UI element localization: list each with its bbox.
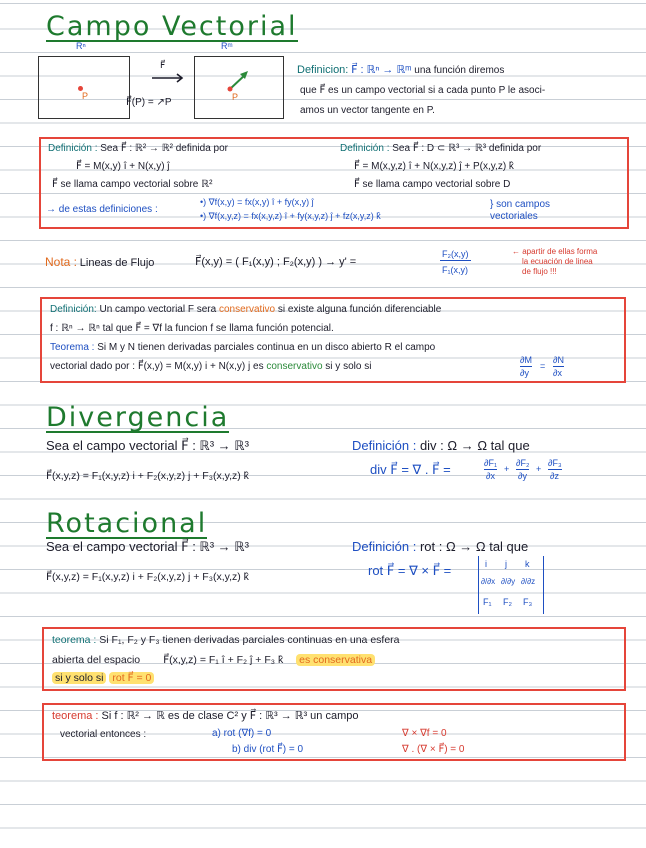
domain-label: Rⁿ — [76, 41, 86, 51]
det-r2-c1: ∂/∂x — [481, 577, 496, 586]
div-frac3-den: ∂z — [550, 471, 559, 481]
domain-box — [38, 56, 130, 119]
divergence-def-text: div : Ω → Ω tal que — [419, 438, 530, 453]
codomain-label: Rᵐ — [221, 41, 233, 51]
nota-text: Lineas de Flujo — [79, 257, 155, 269]
definition-text-3: amos un vector tangente en P. — [300, 105, 435, 116]
nota-side-note-1: ← apartir de ellas forma — [512, 247, 598, 256]
box1-right-line3: F⃗ se llama campo vectorial sobre D — [354, 179, 511, 190]
point-label-left: P — [82, 91, 89, 101]
det-r3-c2: F₂ — [503, 597, 512, 607]
box3-line2-a: abierta del espacio — [52, 654, 141, 666]
box3-line1: Si F₁, F₂ y F₃ tienen derivadas parciales continuas en una esfera — [99, 634, 400, 646]
box1-bottom-note: } son campos vectoriales — [490, 199, 551, 222]
box4-side-a: ∇ × ∇f = 0 — [402, 728, 447, 739]
div-frac2-num: ∂F₂ — [516, 458, 530, 468]
curl-title: Rotacional — [46, 508, 208, 539]
box3-line2-c: es conservativa — [296, 654, 375, 666]
box4-item-b: b) div (rot F⃗) = 0 — [232, 744, 304, 755]
box2-line4-c: si y solo si — [325, 361, 372, 372]
box2-line1-b: conservativo — [218, 304, 276, 315]
box2-line1-c: si existe alguna función diferenciable — [277, 304, 442, 315]
definition-heading: Definicion: — [297, 64, 349, 76]
divergence-line1: Sea el campo vectorial F⃗ : ℝ³ → ℝ³ — [46, 438, 249, 453]
definition-formula: F⃗ : ℝⁿ → ℝᵐ — [351, 64, 412, 76]
box1-left-line3: F⃗ se llama campo vectorial sobre ℝ² — [52, 179, 213, 190]
box1-right-line1: Sea F⃗ : D ⊂ ℝ³ → ℝ³ definida por — [392, 143, 542, 154]
divergence-line2: F⃗(x,y,z) = F₁(x,y,z) i + F₂(x,y,z) j + F₃(x,y,z) k̂ — [46, 470, 249, 482]
box1-bottom-item2: •) ∇f(x,y,z) = fx(x,y,z) î + fy(x,y,z) ĵ + fz(x,y,z) k̂ — [200, 211, 381, 221]
box2-frac-left-den: ∂y — [520, 368, 529, 378]
curl-def-text: rot : Ω → Ω tal que — [419, 539, 529, 554]
point-label-right: P — [232, 92, 239, 102]
box1-bottom-lead: → de estas definiciones : — [46, 204, 158, 215]
det-r2-c2: ∂/∂y — [501, 577, 516, 586]
det-r1-c1: i — [485, 559, 487, 569]
box2-line1-a: Un campo vectorial F sera — [99, 304, 217, 315]
curl-line2: F⃗(x,y,z) = F₁(x,y,z) i + F₂(x,y,z) j + F₃(x,y,z) k̂ — [46, 571, 249, 583]
definition-text-2: que F⃗ es un campo vectorial si a cada punto P le asoci- — [300, 85, 546, 96]
div-frac1-den: ∂x — [486, 471, 495, 481]
divergence-def-formula: div F⃗ = ∇ . F⃗ = — [370, 462, 451, 477]
curl-line1: Sea el campo vectorial F⃗ : ℝ³ → ℝ³ — [46, 539, 249, 554]
box2-frac-right-den: ∂x — [553, 368, 562, 378]
box2-line2: f : ℝⁿ → ℝⁿ tal que F⃗ = ∇f la funcion f se llama función potencial. — [50, 323, 334, 334]
box1-right-heading: Definición : — [340, 143, 390, 154]
nota-heading: Nota : — [45, 255, 78, 269]
curl-def-formula: rot F⃗ = ∇ × F⃗ = — [368, 563, 452, 578]
map-label: F⃗(P) = ↗P — [126, 97, 172, 108]
box1-bottom-item1: •) ∇f(x,y) = fx(x,y) î + fy(x,y) ĵ — [200, 197, 314, 207]
box3-line3-a: si y solo si — [52, 672, 106, 684]
box1-left-line1: Sea F⃗ : ℝ² → ℝ² definida por — [100, 143, 229, 154]
box4-item-a: a) rot (∇f) = 0 — [212, 728, 272, 739]
box2-line4-b: conservativo — [266, 361, 323, 372]
box2-frac-left-num: ∂M — [520, 355, 532, 365]
divergence-title: Divergencia — [46, 402, 230, 433]
box4-heading: teorema : — [52, 710, 99, 722]
page-title: Campo Vectorial — [46, 11, 298, 42]
div-frac1-num: ∂F₁ — [484, 458, 497, 468]
box4-side-b: ∇ . (∇ × F⃗) = 0 — [402, 744, 465, 755]
div-frac2-den: ∂y — [518, 471, 527, 481]
nota-numerator: F₂(x,y) — [442, 249, 469, 259]
mapping-arrow — [150, 60, 186, 84]
box3-heading: teorema : — [52, 634, 97, 646]
box1-right-line2: F⃗ = M(x,y,z) î + N(x,y,z) ĵ + P(x,y,z) k̂ — [354, 161, 514, 172]
det-r2-c3: ∂/∂z — [521, 577, 536, 586]
box2-line4-a: vectorial dado por : F⃗(x,y) = M(x,y) i + N(x,y) j es — [50, 361, 264, 372]
box2-heading: Definición: — [50, 304, 97, 315]
det-r3-c1: F₁ — [483, 597, 492, 607]
definition-text-1: una función diremos — [414, 65, 505, 76]
box1-left-line2: F⃗ = M(x,y) î + N(x,y) ĵ — [76, 161, 170, 172]
curl-def-heading: Definición : — [352, 539, 417, 554]
curl-determinant — [478, 556, 544, 614]
nota-formula: F⃗(x,y) = ( F₁(x,y) ; F₂(x,y) ) → y' = — [195, 256, 357, 268]
box2-theorem-heading: Teorema : — [50, 342, 95, 353]
nota-denominator: F₁(x,y) — [442, 265, 469, 275]
box3-line2-b: F⃗(x,y,z) = F₁ î + F₂ ĵ + F₃ k̂ — [163, 654, 284, 666]
box2-frac-right-num: ∂N — [553, 355, 564, 365]
tangent-vector-icon — [226, 68, 252, 94]
nota-side-note-2: la ecuación de linea — [522, 257, 593, 266]
nota-side-note-3: de flujo !!! — [522, 267, 557, 276]
det-r1-c2: j — [505, 559, 507, 569]
det-r1-c3: k — [525, 559, 530, 569]
divergence-def-heading: Definición : — [352, 438, 417, 453]
det-r3-c3: F₃ — [523, 597, 533, 607]
box4-line2: vectorial entonces : — [60, 729, 147, 740]
div-frac3-num: ∂F₃ — [548, 458, 562, 468]
box3-line3-b: rot F⃗ = 0 — [109, 672, 154, 684]
box1-left-heading: Definición : — [48, 143, 98, 154]
box4-line1: Si f : ℝ² → ℝ es de clase C² y F⃗ : ℝ³ → ℝ³ un campo — [101, 710, 359, 722]
box2-line3: Si M y N tienen derivadas parciales continua en un disco abierto R el campo — [97, 342, 436, 353]
arrow-label: F⃗ — [160, 60, 166, 70]
